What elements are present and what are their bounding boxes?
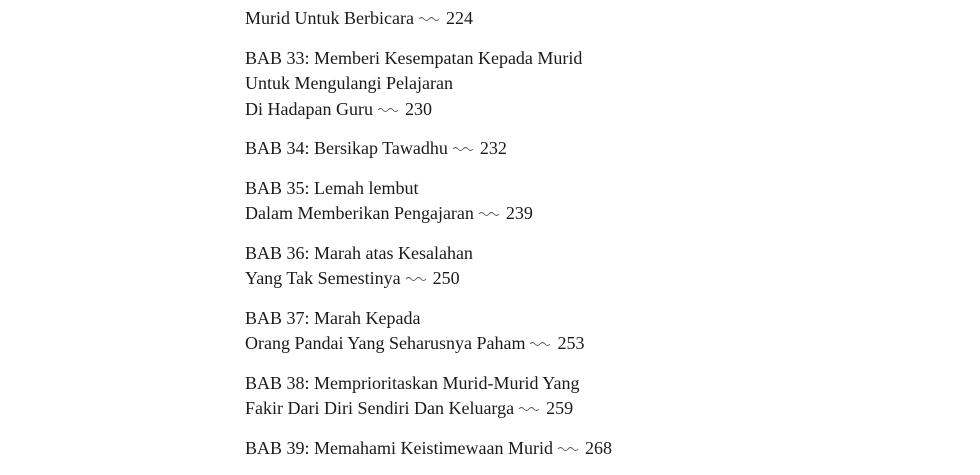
toc-entry-title-line [245, 331, 612, 357]
toc-entry [245, 241, 612, 292]
toc-entry [245, 176, 612, 227]
wavy-separator-icon [529, 338, 551, 348]
toc-entry-title-line [245, 396, 612, 422]
toc-entry [245, 46, 612, 123]
wavy-separator-icon [557, 443, 579, 453]
toc-entry-title: BAB 36: Marah atas Kesalahan [245, 242, 473, 263]
toc-entry-title: Di Hadapan Guru [245, 98, 373, 119]
toc-entry-title-line [245, 6, 612, 32]
toc-entry-title: Dalam Memberikan Pengajaran [245, 203, 474, 223]
toc-entry-title-line [245, 306, 612, 332]
wavy-separator-icon [377, 104, 399, 114]
toc-entry [245, 306, 612, 357]
toc-page-number: 239 [505, 203, 533, 223]
toc-page-number: 259 [546, 398, 574, 418]
toc-entry-title-line [245, 371, 612, 397]
toc-page-number: 253 [557, 333, 585, 353]
toc-entry-title-line [245, 241, 612, 267]
toc-entry-title: Yang Tak Semestinya [245, 268, 401, 288]
toc-page-number: 230 [404, 98, 432, 119]
wavy-separator-icon [478, 208, 500, 218]
toc-entry-title-line [245, 176, 612, 202]
wavy-separator-icon [418, 13, 440, 23]
toc-entry-title: BAB 33: Memberi Kesempatan Kepada Murid [245, 47, 583, 68]
toc-page-number: 232 [479, 138, 507, 158]
toc-entry-title: BAB 34: Bersikap Tawadhu [245, 138, 448, 158]
toc-page-number: 268 [584, 437, 612, 458]
toc-entry [245, 371, 612, 422]
wavy-separator-icon [518, 403, 540, 413]
toc-entry-partial [245, 6, 612, 32]
table-of-contents [245, 8, 612, 475]
toc-entry-title-line [245, 136, 612, 162]
toc-entry-title: BAB 35: Lemah lembut [245, 177, 419, 198]
toc-entry-title-line [245, 71, 612, 97]
wavy-separator-icon [452, 143, 474, 153]
toc-entry-title-line [245, 46, 612, 72]
toc-entry-title-line [245, 436, 612, 462]
toc-page-number: 224 [445, 8, 473, 28]
toc-entry-title-line [245, 97, 612, 123]
toc-entry-title-line [245, 266, 612, 292]
toc-entry-title: BAB 38: Memprioritaskan Murid-Murid Yang [245, 372, 580, 393]
toc-entry-title: BAB 37: Marah Kepada [245, 307, 421, 328]
toc-entry [245, 436, 612, 462]
toc-entry-title: Fakir Dari Diri Sendiri Dan Keluarga [245, 398, 515, 418]
toc-entry [245, 136, 612, 162]
toc-entry-title-line [245, 201, 612, 227]
toc-entry-title: Orang Pandai Yang Seharusnya Paham [245, 333, 526, 353]
toc-entry-title: BAB 39: Memahami Keistimewaan Murid [245, 437, 553, 458]
toc-page-number: 250 [432, 268, 460, 288]
toc-entry-title: Murid Untuk Berbicara [245, 8, 414, 28]
wavy-separator-icon [405, 273, 427, 283]
toc-entry-title: Untuk Mengulangi Pelajaran [245, 73, 453, 93]
